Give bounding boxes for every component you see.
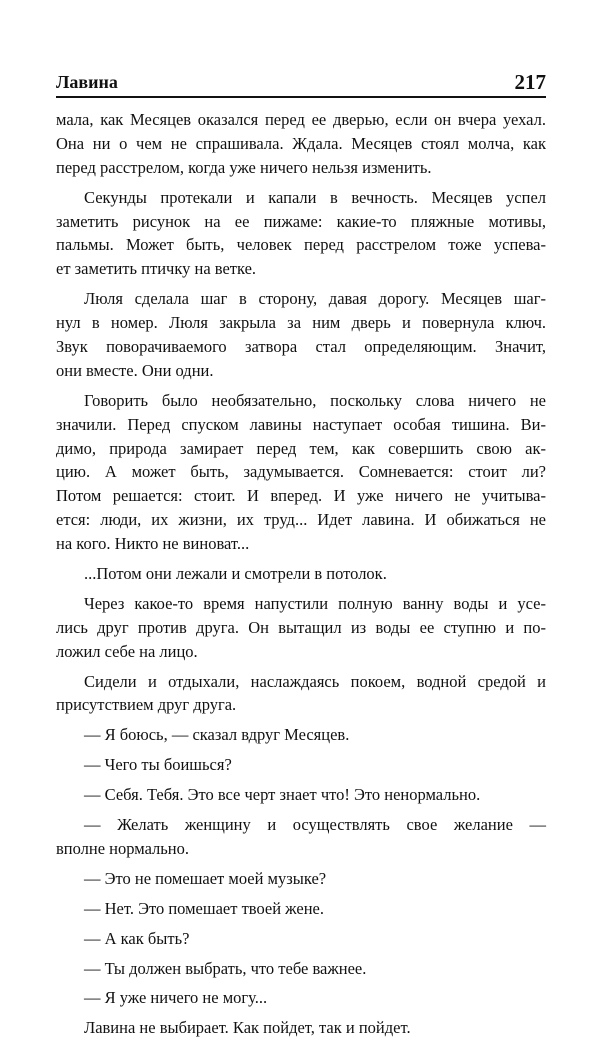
dialogue-line: [56, 753, 546, 777]
running-title: Лавина: [56, 72, 118, 92]
text-line: на кого. Никто не виноват...: [56, 534, 250, 554]
text-line: вполне нормально.: [56, 838, 190, 858]
text-line: мала, как Месяцев оказался перед ее дверью, если он вчера уехал.: [56, 110, 546, 129]
text-line: Через какое-то время напустили полную ванну воды и усе-: [84, 593, 546, 613]
text-line: — Это не помешает моей музыке?: [84, 868, 327, 888]
dialogue-line: [56, 867, 546, 891]
dialogue-line: [56, 813, 546, 861]
text-line: Звук поворачиваемого затвора стал определяющим. Значит,: [56, 337, 546, 357]
text-line: — Ты должен выбрать, что тебе важнее.: [84, 958, 367, 978]
dialogue-line: [56, 897, 546, 921]
text-line: ...Потом они лежали и смотрели в потолок.: [84, 564, 387, 584]
text-line: — Я уже ничего не могу...: [84, 988, 268, 1008]
text-line: — Чего ты боишься?: [84, 755, 232, 775]
text-line: лись друг против друга. Он вытащил из воды ее ступню и по-: [56, 617, 546, 637]
text-line: Потом решается: стоит. И вперед. И уже ничего не учитыва-: [56, 486, 546, 506]
text-line: — Себя. Тебя. Это все черт знает что! Это ненормально.: [84, 785, 481, 805]
text-line: присутствием друг друга.: [56, 695, 237, 715]
text-line: значили. Перед спуском лавины наступает особая тишина. Ви-: [56, 414, 546, 434]
dialogue-line: [56, 957, 546, 981]
text-line: они вместе. Они одни.: [56, 360, 214, 380]
paragraph: [56, 287, 546, 383]
dialogue-line: [56, 927, 546, 951]
text-line: Говорить было необязательно, поскольку слова ничего не: [84, 390, 546, 410]
text-line: ложил себе на лицо.: [56, 641, 198, 661]
paragraph: [56, 186, 546, 282]
header-rule: [56, 96, 546, 98]
text-line: Секунды протекали и капали в вечность. Месяцев успел: [84, 187, 546, 207]
text-line: ет заметить птичку на ветке.: [56, 259, 257, 279]
paragraph: [56, 670, 546, 718]
text-line: пальмы. Может быть, человек перед расстрелом тоже успева-: [56, 235, 546, 255]
text-line: димо, природа замирает перед тем, как совершить свою ак-: [56, 438, 546, 458]
text-line: заметить рисунок на ее пижаме: какие-то пляжные мотивы,: [56, 211, 546, 231]
text-line: — А как быть?: [84, 928, 190, 948]
text-line: нул в номер. Люля закрыла за ним дверь и повернула ключ.: [56, 313, 546, 333]
text-line: — Я боюсь, — сказал вдруг Месяцев.: [84, 725, 350, 745]
paragraph: [56, 1016, 546, 1040]
page-number: 217: [514, 70, 546, 94]
dialogue-line: [56, 986, 546, 1010]
text-line: Люля сделала шаг в сторону, давая дорогу. Месяцев шаг-: [84, 289, 546, 309]
text-line: Сидели и отдыхали, наслаждаясь покоем, водной средой и: [84, 671, 546, 691]
paragraph: [56, 389, 546, 556]
dialogue-line: [56, 723, 546, 747]
text-line: Она ни о чем не спрашивала. Ждала. Месяцев стоял молча, как: [56, 133, 546, 153]
text-line: — Желать женщину и осуществлять свое желание —: [84, 815, 546, 835]
text-line: цию. А может быть, задумывается. Сомневается: стоит ли?: [56, 462, 546, 482]
text-line: перед расстрелом, когда уже ничего нельзя изменить.: [56, 157, 432, 177]
text-line: ется: люди, их жизни, их труд... Идет лавина. И обижаться не: [56, 510, 546, 530]
page-header: [56, 70, 546, 100]
text-line: — Нет. Это помешает твоей жене.: [84, 898, 324, 918]
paragraph: [56, 562, 546, 586]
body-text: [56, 108, 546, 1040]
paragraph: [56, 592, 546, 664]
text-line: Лавина не выбирает. Как пойдет, так и пойдет.: [84, 1018, 411, 1038]
dialogue-line: [56, 783, 546, 807]
paragraph: [56, 108, 546, 180]
